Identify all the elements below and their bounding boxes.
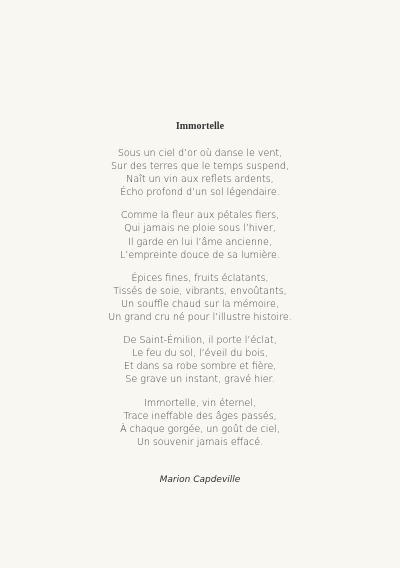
poem-line: L’empreinte douce de sa lumière. — [120, 249, 280, 261]
stanza-4 — [0, 334, 400, 386]
poem-line: Épices fines, fruits éclatants, — [131, 272, 269, 284]
poem-line: À chaque gorgée, un goût de ciel, — [120, 423, 280, 435]
poem — [0, 121, 400, 449]
poem-line: Un souvenir jamais effacé. — [136, 436, 264, 448]
poem-line: Il garde en lui l’âme ancienne, — [128, 236, 272, 248]
poem-line: De Saint-Émilion, il porte l’éclat, — [123, 335, 277, 347]
poem-line: Qui jamais ne ploie sous l’hiver, — [124, 223, 276, 235]
poem-line: Le feu du sol, l’éveil du bois, — [132, 348, 268, 360]
poem-line: Sur des terres que le temps suspend, — [111, 161, 289, 173]
poem-line: Un souffle chaud sur la mémoire, — [121, 298, 279, 310]
author-signature: Marion Capdeville — [159, 475, 241, 485]
poem-line: Tissés de soie, vibrants, envoûtants, — [113, 285, 287, 297]
poem-title: Immortelle — [175, 121, 225, 132]
poem-line: Un grand cru né pour l’illustre histoire. — [108, 312, 292, 324]
poem-line: Comme la fleur aux pétales fiers, — [120, 210, 280, 222]
poem-line: Se grave un instant, gravé hier. — [125, 374, 275, 386]
poem-line: Écho profond d’un sol légendaire. — [120, 187, 280, 199]
stanza-1 — [0, 147, 400, 199]
stanza-3 — [0, 272, 400, 324]
poem-line: Et dans sa robe sombre et fière, — [123, 361, 277, 373]
poem-line: Trace ineffable des âges passés, — [123, 410, 277, 422]
poem-line: Sous un ciel d’or où danse le vent, — [117, 148, 283, 159]
poem-line: Naît un vin aux reflets ardents, — [126, 174, 274, 186]
stanza-2 — [0, 209, 400, 261]
poem-line: Immortelle, vin éternel, — [144, 397, 256, 409]
stanza-5 — [0, 397, 400, 449]
